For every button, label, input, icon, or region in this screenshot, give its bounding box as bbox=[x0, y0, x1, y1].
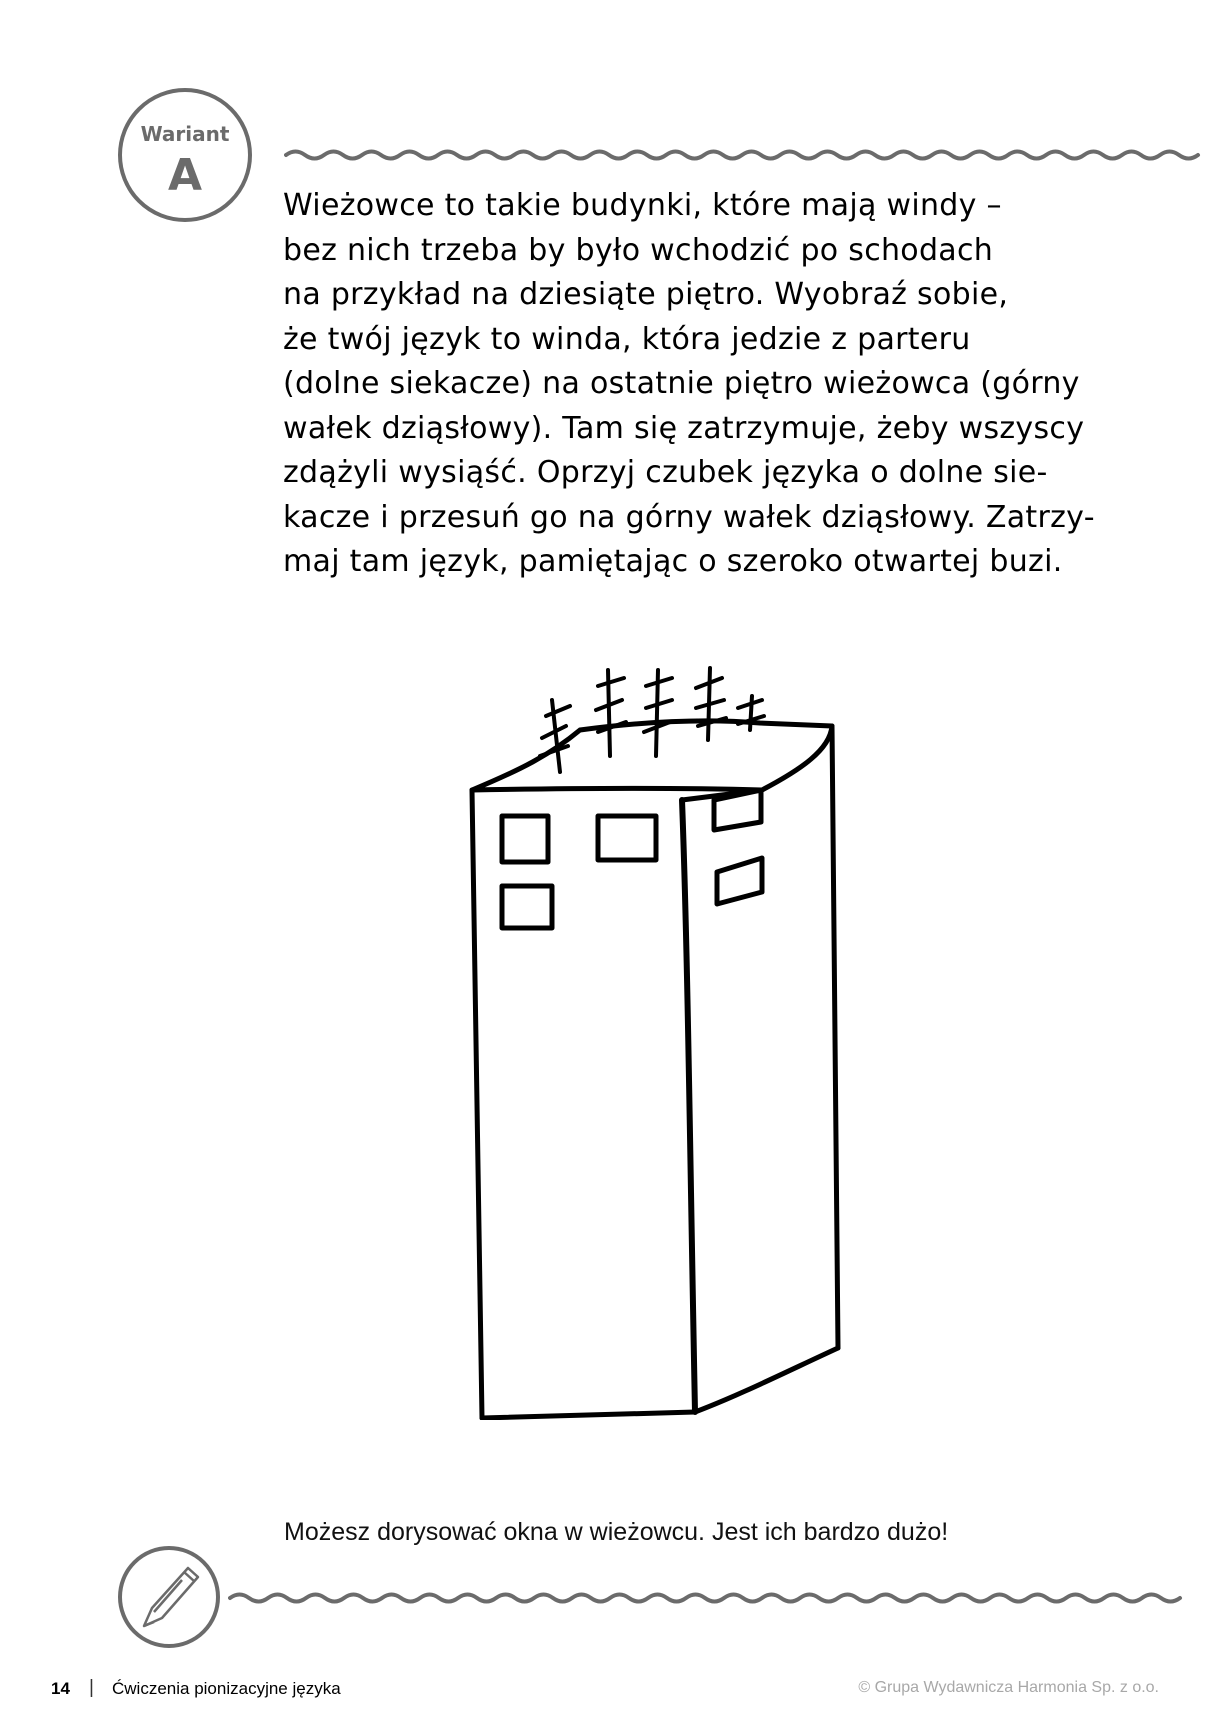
variant-label: Wariant bbox=[140, 122, 230, 146]
instruction-line: Wieżowce to takie budynki, które mają windy – bbox=[283, 188, 1002, 223]
skyscraper-illustration bbox=[460, 660, 860, 1420]
pencil-badge bbox=[118, 1546, 220, 1648]
instruction-line: (dolne siekacze) na ostatnie piętro wieżowca (górny bbox=[283, 366, 1080, 401]
instruction-line: bez nich trzeba by było wchodzić po schodach bbox=[283, 232, 994, 268]
book-title: Ćwiczenia pionizacyjne języka bbox=[112, 1679, 341, 1698]
footer-separator: | bbox=[89, 1677, 94, 1698]
instruction-text bbox=[283, 184, 1183, 585]
instruction-line: maj tam język, pamiętając o szeroko otwartej buzi. bbox=[283, 544, 1063, 579]
instruction-line: wałek dziąsłowy). Tam się zatrzymuje, żeby wszyscy bbox=[283, 410, 1085, 446]
drawing-caption: Możesz dorysować okna w wieżowcu. Jest ich bardzo dużo! bbox=[284, 1518, 949, 1546]
copyright-notice: © Grupa Wydawnicza Harmonia Sp. z o.o. bbox=[858, 1679, 1159, 1696]
top-wave-divider bbox=[284, 140, 1204, 170]
instruction-line: kacze i przesuń go na górny wałek dziąsłowy. Zatrzy- bbox=[283, 499, 1095, 535]
page-number: 14 bbox=[51, 1679, 70, 1698]
instruction-line: na przykład na dziesiąte piętro. Wyobraź sobie, bbox=[283, 277, 1009, 312]
instruction-line: że twój język to winda, która jedzie z parteru bbox=[283, 321, 971, 357]
bottom-wave-divider bbox=[228, 1583, 1204, 1613]
variant-letter: A bbox=[167, 150, 203, 201]
variant-badge bbox=[118, 88, 252, 222]
pencil-icon bbox=[122, 1550, 216, 1644]
instruction-line: zdążyli wysiąść. Oprzyj czubek języka o dolne sie- bbox=[283, 455, 1048, 490]
